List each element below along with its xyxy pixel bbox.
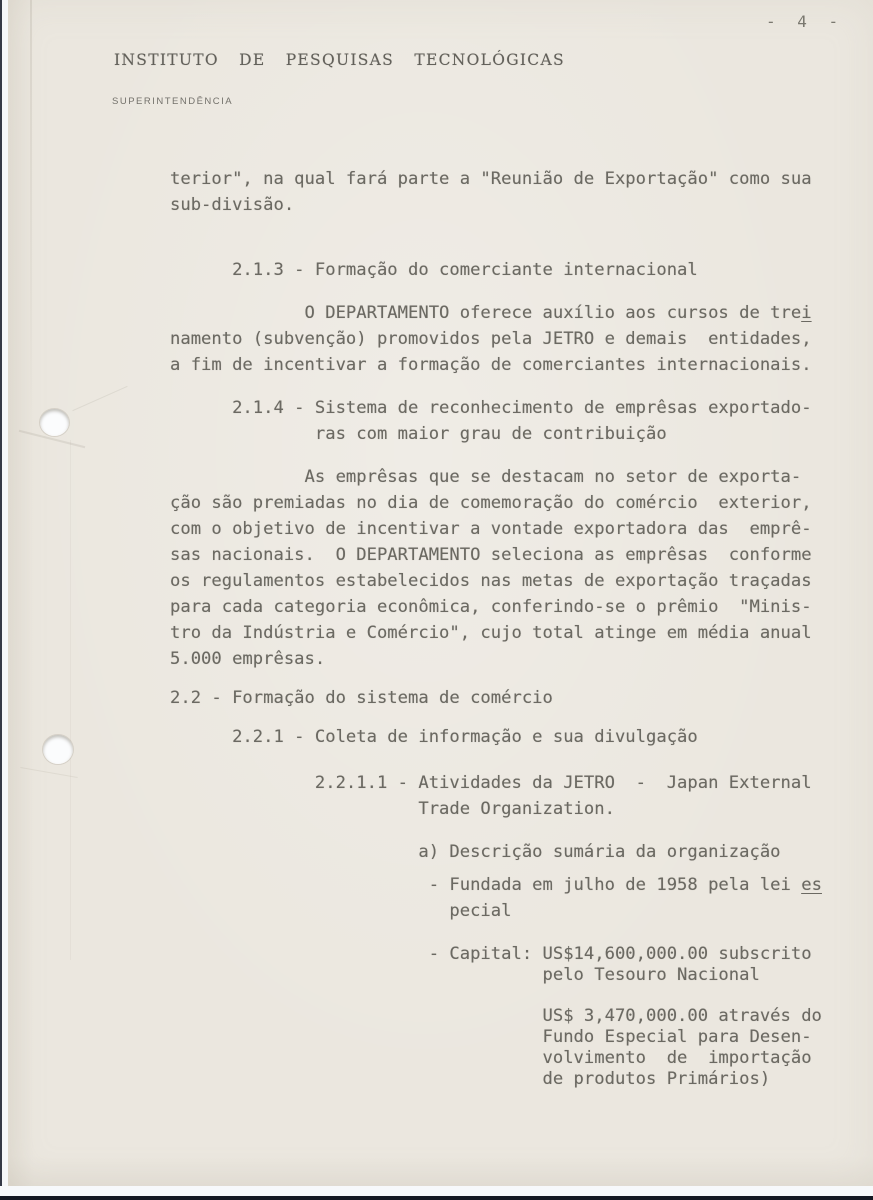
document-line: - Capital: US$14,600,000.00 subscrito: [170, 944, 812, 964]
document-line: ras com maior grau de contribuição: [170, 424, 667, 444]
document-line: pelo Tesouro Nacional: [170, 965, 760, 985]
document-line: 2.2.1 - Coleta de informação e sua divulgação: [170, 727, 698, 747]
document-line: 2.2.1.1 - Atividades da JETRO - Japan External: [170, 773, 812, 793]
document-line: sas nacionais. O DEPARTAMENTO seleciona as emprêsas conforme: [170, 545, 812, 565]
letterhead-org: INSTITUTO DE PESQUISAS TECNOLÓGICAS: [114, 51, 565, 69]
document-line: 5.000 emprêsas.: [170, 649, 326, 669]
punch-hole-top: [40, 409, 69, 436]
document-line: US$ 3,470,000.00 através do: [170, 1006, 822, 1026]
document-line: - Fundada em julho de 1958 pela lei es: [170, 875, 822, 895]
paper-crease: [70, 440, 71, 960]
typed-text: [170, 166, 870, 1090]
document-line: As emprêsas que se destacam no setor de exporta-: [170, 467, 802, 487]
document-line: ção são premiadas no dia de comemoração do comércio exterior,: [170, 493, 812, 513]
document-line: para cada categoria econômica, conferindo-se o prêmio "Minis-: [170, 597, 812, 617]
document-line: de produtos Primários): [170, 1069, 771, 1089]
document-line: com o objetivo de incentivar a vontade exportadora das emprê-: [170, 519, 812, 539]
document-line: volvimento de importação: [170, 1048, 812, 1068]
scan-edge-left: [0, 0, 2, 1196]
document-line: tro da Indústria e Comércio", cujo total atinge em média anual: [170, 623, 812, 643]
document-line: a fim de incentivar a formação de comerciantes internacionais.: [170, 355, 812, 375]
scan-edge-bottom-dark: [0, 1196, 873, 1200]
scan-edge-bottom: [0, 1186, 873, 1196]
document-line: 2.1.4 - Sistema de reconhecimento de emprêsas exportado-: [170, 398, 812, 418]
document-line: O DEPARTAMENTO oferece auxílio aos cursos de trei: [170, 303, 812, 323]
document-line: 2.1.3 - Formação do comerciante internacional: [170, 260, 698, 280]
document-line: Trade Organization.: [170, 799, 615, 819]
letterhead-dept: SUPERINTENDÊNCIA: [112, 96, 234, 107]
document-line: pecial: [170, 901, 512, 921]
punch-hole-bottom: [43, 735, 73, 764]
page-number: - 4 -: [766, 12, 845, 31]
document-line: 2.2 - Formação do sistema de comércio: [170, 688, 553, 708]
document-line: Fundo Especial para Desen-: [170, 1027, 812, 1047]
document-line: namento (subvenção) promovidos pela JETRO e demais entidades,: [170, 329, 812, 349]
document-line: terior", na qual fará parte a "Reunião de Exportação" como sua: [170, 169, 812, 189]
document-line: a) Descrição sumária da organização: [170, 842, 781, 862]
paper-crease: [72, 386, 127, 411]
paper-crease: [30, 0, 32, 430]
document-line: os regulamentos estabelecidos nas metas de exportação traçadas: [170, 571, 812, 591]
document-line: sub-divisão.: [170, 195, 295, 215]
